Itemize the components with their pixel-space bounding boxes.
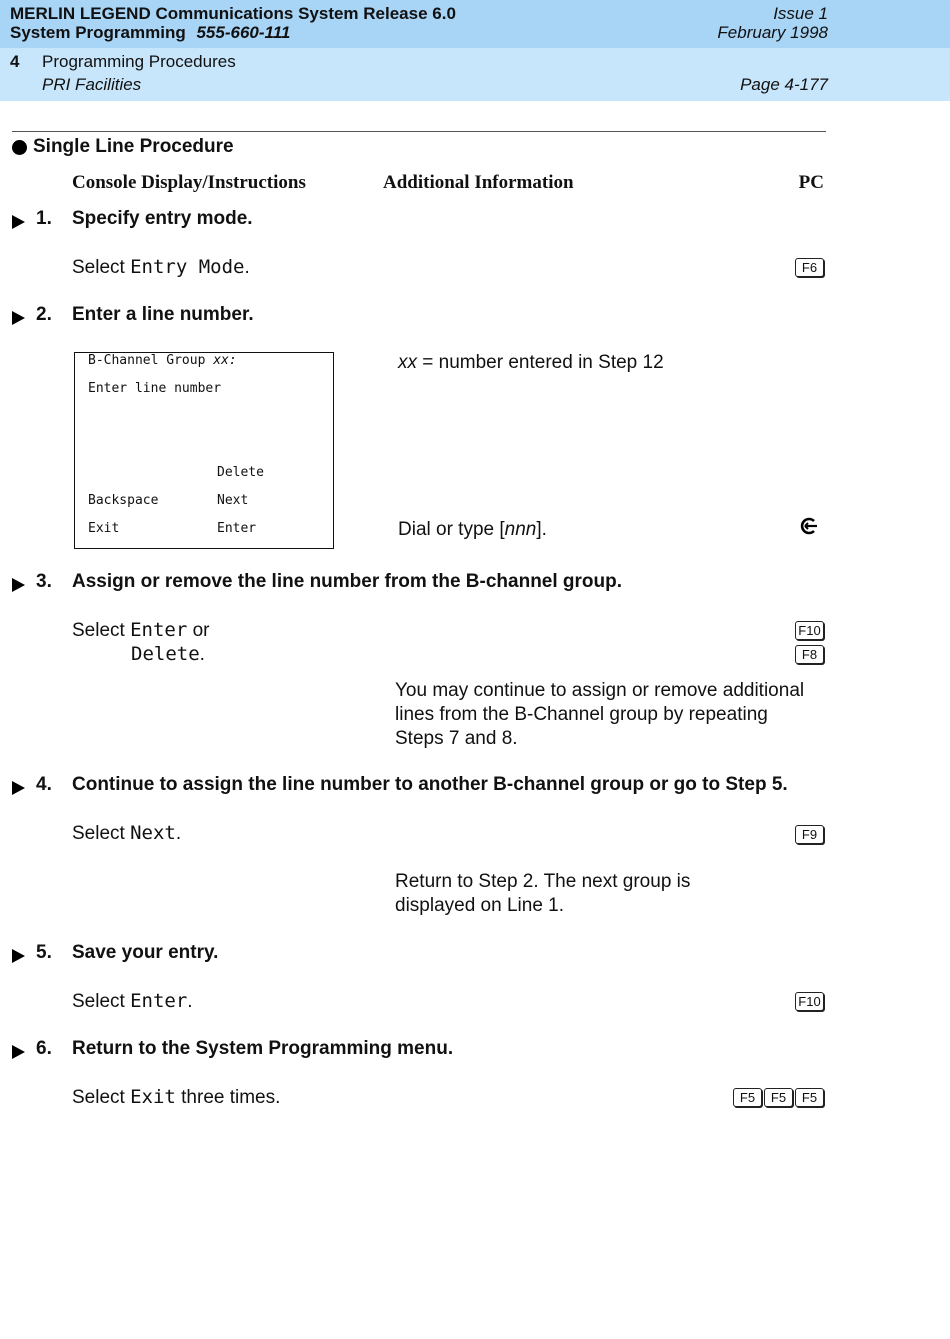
console-line-1 bbox=[88, 353, 237, 368]
section-divider bbox=[12, 131, 826, 132]
f10-key[interactable]: F10 bbox=[795, 621, 824, 640]
step-4-number: 4. bbox=[36, 774, 52, 795]
console-backspace: Backspace bbox=[88, 493, 159, 508]
f5-key[interactable]: F5 bbox=[764, 1088, 793, 1107]
step-arrow-icon bbox=[12, 1045, 25, 1059]
info-line: Return to Step 2. The next group is bbox=[395, 871, 691, 892]
chapter-title: Programming Procedures bbox=[42, 52, 236, 71]
step-6-title: Return to the System Programming menu. bbox=[72, 1038, 454, 1059]
console-display bbox=[74, 352, 334, 549]
step-3-title: Assign or remove the line number from the B-channel group. bbox=[72, 571, 623, 592]
step-arrow-icon bbox=[12, 311, 25, 325]
period: . bbox=[175, 823, 182, 844]
column-header-pc: PC bbox=[798, 172, 824, 193]
column-header-info: Additional Information bbox=[383, 172, 574, 193]
step-3-instruction-2 bbox=[131, 643, 205, 666]
step-4-title: Continue to assign the line number to another B-channel group or go to Step 5. bbox=[72, 774, 788, 795]
select-label: Select bbox=[72, 991, 125, 1012]
return-icon bbox=[799, 516, 819, 541]
select-label: Select bbox=[72, 620, 125, 641]
step-5-instruction bbox=[72, 990, 193, 1013]
step-5-title: Save your entry. bbox=[72, 942, 219, 963]
console-delete: Delete bbox=[217, 465, 264, 480]
step-2-number: 2. bbox=[36, 304, 52, 325]
chapter-number: 4 bbox=[10, 52, 20, 71]
dial-suffix: ]. bbox=[536, 519, 547, 540]
info-text: = number entered in Step 12 bbox=[422, 352, 664, 373]
console-next: Next bbox=[217, 493, 249, 508]
column-header-console: Console Display/Instructions bbox=[72, 172, 306, 193]
step-4-info bbox=[395, 870, 690, 918]
step-2-title: Enter a line number. bbox=[72, 304, 254, 325]
console-group-label: B-Channel Group bbox=[88, 353, 206, 368]
step-3-instruction-1 bbox=[72, 619, 209, 642]
f8-key[interactable]: F8 bbox=[795, 645, 824, 664]
step-2-info bbox=[398, 352, 664, 374]
period: . bbox=[244, 257, 250, 278]
option-entry-mode: Entry Mode bbox=[130, 256, 245, 278]
step-arrow-icon bbox=[12, 781, 25, 795]
step-6-instruction bbox=[72, 1086, 280, 1109]
step-1-number: 1. bbox=[36, 208, 52, 229]
info-line: lines from the B-Channel group by repeating bbox=[395, 704, 768, 725]
info-line: You may continue to assign or remove additional bbox=[395, 680, 805, 701]
option-delete: Delete bbox=[131, 643, 200, 665]
option-enter: Enter bbox=[130, 990, 188, 1012]
dial-prefix: Dial or type [ bbox=[398, 519, 505, 540]
step-6-number: 6. bbox=[36, 1038, 52, 1059]
console-enter: Enter bbox=[217, 521, 257, 536]
period: . bbox=[187, 991, 193, 1012]
dial-var: nnn bbox=[504, 519, 537, 540]
f10-key[interactable]: F10 bbox=[795, 992, 824, 1011]
section-title: PRI Facilities bbox=[42, 75, 142, 94]
option-exit: Exit bbox=[130, 1086, 176, 1108]
step-2-dial bbox=[398, 519, 547, 541]
info-line: Steps 7 and 8. bbox=[395, 728, 518, 749]
step-3-number: 3. bbox=[36, 571, 52, 592]
f9-key[interactable]: F9 bbox=[795, 825, 824, 844]
f5-key[interactable]: F5 bbox=[795, 1088, 824, 1107]
console-group-var: xx: bbox=[213, 353, 237, 368]
step-arrow-icon bbox=[12, 578, 25, 592]
step-1-instruction bbox=[72, 256, 250, 279]
step-arrow-icon bbox=[12, 215, 25, 229]
option-next: Next bbox=[130, 822, 176, 844]
f5-key[interactable]: F5 bbox=[733, 1088, 762, 1107]
instruction-rest: three times. bbox=[181, 1087, 281, 1108]
info-line: displayed on Line 1. bbox=[395, 895, 565, 916]
doc-number: 555-660-111 bbox=[196, 23, 291, 42]
period: . bbox=[199, 644, 205, 665]
doc-subtitle-prefix: System Programming bbox=[10, 23, 186, 42]
step-4-instruction bbox=[72, 822, 181, 845]
step-3-info bbox=[395, 679, 804, 751]
f6-key[interactable]: F6 bbox=[795, 258, 824, 277]
bullet-icon bbox=[12, 140, 27, 155]
option-enter: Enter bbox=[130, 619, 188, 641]
issue-label: Issue 1 bbox=[773, 4, 828, 23]
or-label: or bbox=[192, 620, 210, 641]
console-line-2: Enter line number bbox=[88, 381, 222, 396]
select-label: Select bbox=[72, 1087, 125, 1108]
doc-title: MERLIN LEGEND Communications System Release 6.0 bbox=[10, 4, 456, 23]
console-exit: Exit bbox=[88, 521, 120, 536]
page-number: Page 4-177 bbox=[740, 75, 828, 94]
issue-date: February 1998 bbox=[717, 23, 828, 42]
info-var: xx bbox=[398, 352, 417, 373]
step-arrow-icon bbox=[12, 949, 25, 963]
doc-subtitle bbox=[10, 23, 290, 43]
step-5-number: 5. bbox=[36, 942, 52, 963]
step-1-title: Specify entry mode. bbox=[72, 208, 253, 229]
procedure-title: Single Line Procedure bbox=[33, 136, 234, 157]
select-label: Select bbox=[72, 257, 125, 278]
select-label: Select bbox=[72, 823, 125, 844]
